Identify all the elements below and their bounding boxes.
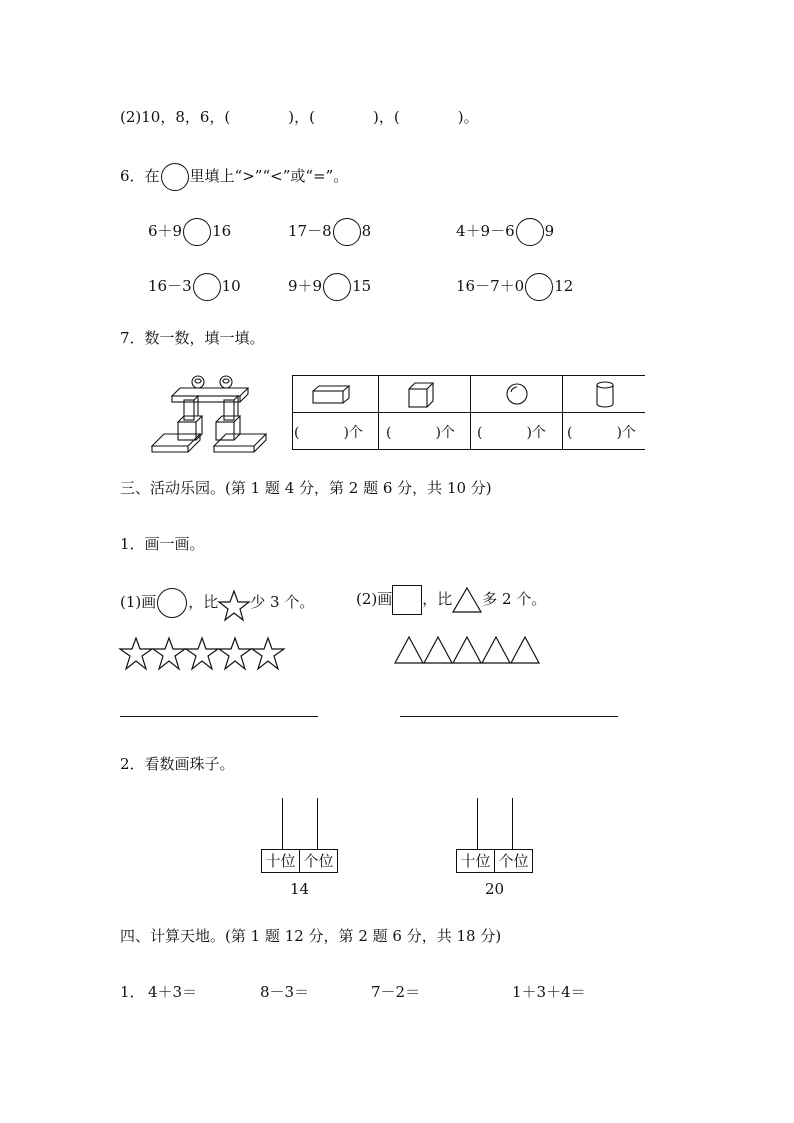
q5-2-line: [120, 107, 479, 127]
calc-item: 8－3＝: [260, 983, 310, 1001]
compare-circle[interactable]: [525, 273, 553, 301]
abacus-2-base: [456, 849, 533, 873]
q7-title: 7．数一数，填一填。: [120, 329, 265, 347]
q6-item: [456, 273, 573, 301]
ones-label: 个位: [303, 852, 334, 870]
count-cell-sphere[interactable]: ( )个: [477, 425, 546, 441]
expr-left: 17－8: [288, 222, 332, 240]
q6-item: [288, 218, 371, 246]
abacus-1-number: 14: [290, 880, 310, 898]
q5-2-prefix: (2)10，8，6，(: [120, 108, 231, 126]
count-cell-cylinder[interactable]: ( )个: [567, 425, 636, 441]
abacus-2-number: 20: [485, 880, 505, 898]
q3-1-part2: [356, 584, 546, 615]
count-cell-cuboid[interactable]: ( )个: [294, 425, 363, 441]
abacus-rod-tens[interactable]: [477, 798, 478, 850]
triangle-icon: [395, 637, 423, 663]
star-icon: [120, 638, 152, 669]
q5-2-suffix: )。: [457, 108, 479, 126]
part2-b: ，比: [422, 590, 453, 608]
section3-title: 三、活动乐园。(第 1 题 4 分，第 2 题 6 分，共 10 分): [120, 479, 492, 497]
expr-right: 16: [212, 222, 232, 240]
part1-a: (1)画: [120, 593, 157, 611]
part1-b: ，比: [188, 593, 219, 611]
compare-circle[interactable]: [323, 273, 351, 301]
expr-left: 16－7＋0: [456, 277, 525, 295]
q5-2-p2: )，(: [373, 108, 400, 126]
compare-circle[interactable]: [516, 218, 544, 246]
expr-left: 16－3: [148, 277, 192, 295]
count-cell-cube[interactable]: ( )个: [386, 425, 455, 441]
circle-icon: [157, 588, 187, 618]
q6-item: [148, 273, 241, 301]
star-icon: [153, 638, 185, 669]
compare-circle[interactable]: [333, 218, 361, 246]
expr-right: 15: [352, 277, 372, 295]
abacus-rod-ones[interactable]: [317, 798, 318, 850]
star-icon: [252, 638, 284, 669]
abacus-1-base: [261, 849, 338, 873]
part2-c: 多 2 个。: [482, 590, 547, 608]
q3-2-title: 2．看数画珠子。: [120, 755, 235, 773]
expr-left: 4＋9－6: [456, 222, 515, 240]
compare-circle[interactable]: [183, 218, 211, 246]
cuboid-icon: [312, 385, 352, 405]
part2-a: (2)画: [356, 590, 393, 608]
expr-right: 8: [361, 222, 372, 240]
part1-c: 少 3 个。: [250, 593, 315, 611]
triangle-row: [395, 636, 541, 666]
q6-item: [456, 218, 554, 246]
q6-item: [288, 273, 371, 301]
ones-label: 个位: [498, 852, 529, 870]
calc-item: 7－2＝: [371, 983, 421, 1001]
abacus-rod-ones[interactable]: [512, 798, 513, 850]
answer-line-2[interactable]: [400, 716, 618, 717]
triangle-icon: [424, 637, 452, 663]
tens-label: 十位: [262, 850, 300, 872]
q6-title-b: 里填上“>”“<”或“=”。: [189, 167, 349, 185]
star-icon: [218, 590, 250, 622]
q6-title-a: 6．在: [120, 167, 160, 185]
triangle-icon: [511, 637, 539, 663]
shape-count-table: [292, 375, 645, 449]
star-icon: [219, 638, 251, 669]
q5-2-p1: )，(: [288, 108, 315, 126]
answer-line-1[interactable]: [120, 716, 318, 717]
q3-1-part1: [120, 584, 314, 622]
tens-label: 十位: [457, 850, 495, 872]
q6-title: [120, 163, 348, 191]
circle-icon: [161, 163, 189, 191]
cylinder-icon: [595, 381, 615, 409]
expr-right: 9: [544, 222, 555, 240]
abacus-rod-tens[interactable]: [282, 798, 283, 850]
compare-circle[interactable]: [193, 273, 221, 301]
star-icon: [186, 638, 218, 669]
section4-title: 四、计算天地。(第 1 题 12 分，第 2 题 6 分，共 18 分): [120, 927, 502, 945]
triangle-icon: [453, 637, 481, 663]
expr-left: 6＋9: [148, 222, 183, 240]
expr-right: 12: [554, 277, 574, 295]
star-row: [120, 636, 290, 672]
sphere-icon: [506, 383, 528, 405]
q6-item: [148, 218, 231, 246]
cube-icon: [408, 382, 436, 408]
q3-1-title: 1．画一画。: [120, 535, 205, 553]
expr-left: 9＋9: [288, 277, 323, 295]
block-robot-figure: [150, 370, 270, 454]
q4-1-label: 1．: [120, 983, 145, 1001]
square-icon: [392, 585, 422, 615]
triangle-icon: [452, 586, 482, 614]
calc-item: 4＋3＝: [148, 983, 198, 1001]
calc-item: 1＋3＋4＝: [512, 983, 586, 1001]
triangle-icon: [482, 637, 510, 663]
expr-right: 10: [221, 277, 241, 295]
